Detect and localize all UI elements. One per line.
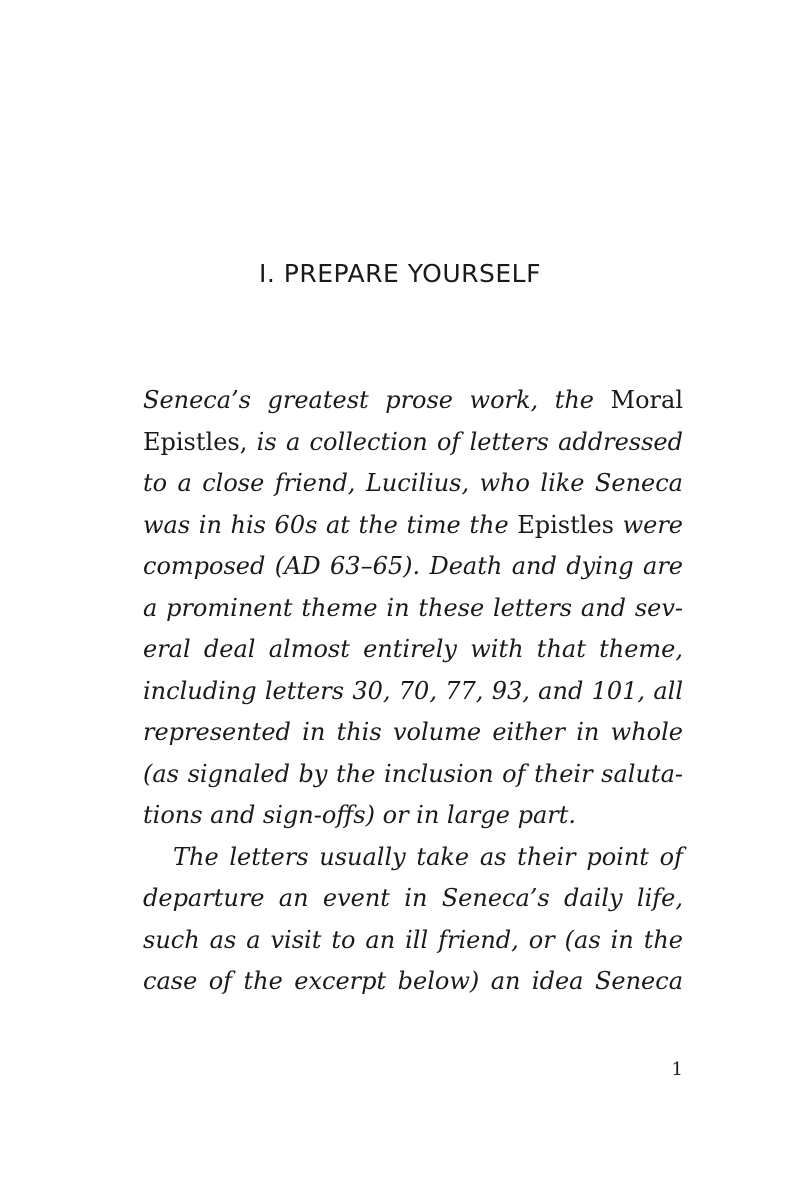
italic-text: composed (AD 63–65). Death and dying are xyxy=(143,552,683,580)
italic-text: such as a visit to an ill friend, or (as in the xyxy=(143,925,683,954)
text-line xyxy=(143,920,683,962)
italic-text: is a collection of letters addressed xyxy=(247,427,683,456)
text-line xyxy=(143,463,683,505)
body-text xyxy=(143,380,683,1003)
text-line xyxy=(143,671,683,713)
italic-text: including letters 30, 70, 77, 93, and 101, all xyxy=(143,676,683,705)
text-line xyxy=(143,629,683,671)
italic-text: (as signaled by the inclusion of their saluta- xyxy=(143,759,683,788)
italic-text: were xyxy=(613,510,683,539)
text-line xyxy=(143,588,683,630)
italic-text: case of the excerpt below) an idea Seneca xyxy=(143,967,683,995)
text-line xyxy=(143,546,683,588)
italic-text: was in his 60s at the time the xyxy=(143,510,518,539)
text-line xyxy=(143,422,683,464)
italic-text: eral deal almost entirely with that theme, xyxy=(143,635,683,663)
text-line xyxy=(143,754,683,796)
italic-text: represented in this volume either in whole xyxy=(143,718,683,746)
italic-text: departure an event in Seneca’s daily life, xyxy=(143,884,683,912)
italic-text: The letters usually take as their point of xyxy=(173,842,683,871)
italic-text: to a close friend, Lucilius, who like Seneca xyxy=(143,469,683,497)
page-number: 1 xyxy=(671,1059,683,1080)
roman-text: Moral xyxy=(610,386,683,414)
text-line xyxy=(143,837,683,879)
italic-text: Seneca’s greatest prose work, the xyxy=(143,386,611,414)
text-line xyxy=(143,878,683,920)
italic-text: tions and sign-offs) or in large part. xyxy=(143,801,576,829)
text-line xyxy=(143,380,683,422)
text-line xyxy=(143,795,683,837)
text-line xyxy=(143,505,683,547)
text-line xyxy=(143,961,683,1003)
roman-text: Epistles xyxy=(517,510,614,539)
text-line xyxy=(143,712,683,754)
roman-text: Epistles, xyxy=(143,427,248,456)
italic-text: a prominent theme in these letters and sev- xyxy=(143,593,683,622)
chapter-title: I. PREPARE YOURSELF xyxy=(259,259,541,288)
